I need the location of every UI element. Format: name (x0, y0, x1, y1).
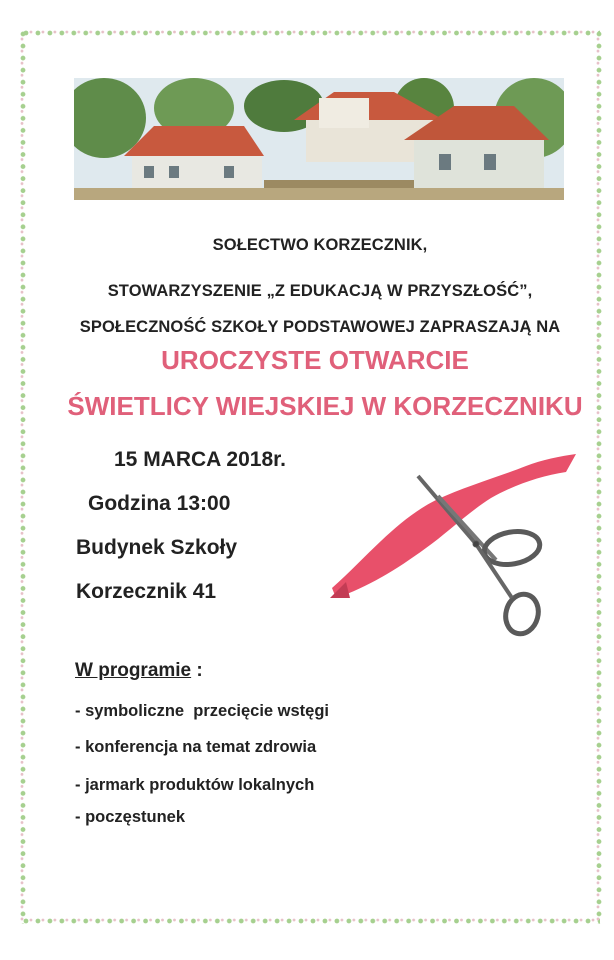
decorative-border-top (22, 28, 600, 38)
event-hour: Godzina 13:00 (88, 492, 231, 515)
program-item: - poczęstunek (75, 808, 186, 826)
event-address: Korzecznik 41 (76, 580, 217, 603)
program-heading (75, 660, 203, 682)
program-item: - konferencja na temat zdrowia (75, 738, 317, 756)
event-date: 15 MARCA 2018r. (114, 448, 286, 471)
decorative-border-left (18, 30, 28, 924)
event-building: Budynek Szkoły (76, 536, 238, 559)
headline-opening: UROCZYSTE OTWARCIE (161, 345, 469, 375)
program-heading-colon: : (191, 660, 203, 681)
intro-line-organizer: SOŁECTWO KORZECZNIK, (212, 236, 428, 254)
program-item: - jarmark produktów lokalnych (75, 776, 315, 794)
headline-venue: ŚWIETLICY WIEJSKIEJ W KORZECZNIKU (67, 391, 583, 421)
intro-line-community: SPOŁECZNOŚĆ SZKOŁY PODSTAWOWEJ ZAPRASZAJĄ NA (79, 318, 561, 336)
program-item: - symboliczne przecięcie wstęgi (75, 702, 330, 720)
decorative-border-right (594, 30, 604, 924)
decorative-border-bottom (22, 916, 600, 926)
program-heading-label: W programie (75, 660, 192, 681)
school-building-photo (74, 78, 564, 200)
ribbon-scissors-illustration (326, 448, 586, 638)
ribbon-icon (330, 454, 576, 598)
intro-line-association: STOWARZYSZENIE „Z EDUKACJĄ W PRZYSZŁOŚĆ”, (107, 282, 533, 300)
